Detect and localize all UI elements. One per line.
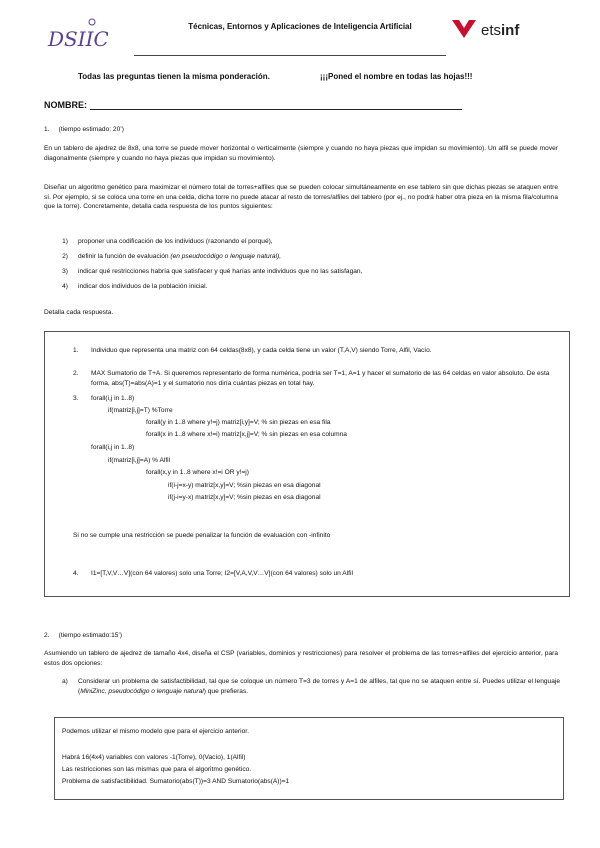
name-warning: ¡¡¡Poned el nombre en todas las hojas!!! [320, 72, 473, 81]
q1-detalla: Detalla cada respuesta. [44, 309, 114, 316]
answer2-line-4: Las restricciones son las mismas que para el algoritmo genético. [62, 766, 252, 773]
answer1-item-2-num: 2. [73, 370, 79, 377]
answer2-line-3: Habrá 16(4x4) variables con valores -1(Torre), 0(Vacío), 1(Alfil) [62, 754, 246, 761]
answer1-item-2: MAX Sumatorio de T+A. Si queremos representarlo de forma numérica, podría ser T=1, A=1 y hacer el sumatorio de las 64 celdas en valor absoluto. De esta forma, abs(T)=abs(A)=1 y el sumatorio nos diría cuántas piezas en total hay. [91, 370, 550, 387]
q1-point-4-num: 4) [62, 283, 68, 290]
q1-point-2: definir la función de evaluación (en pseudocódigo o lenguaje natural), [78, 253, 282, 260]
dsic-logo [46, 14, 108, 54]
code-line-6: forall(x,y in 1..8 where x!=i OR y!=j) [146, 469, 249, 476]
answer2-line-1: Podemos utilizar el mismo modelo que para el ejercicio anterior. [62, 728, 249, 735]
etsinf-logo-text: etsinf [481, 22, 520, 39]
q1-paragraph-2: Diseñar un algoritmo genético para maximizar el número total de torres+alfiles que se pueden colocar simultáneamente en ese tablero sin que dichas piezas se ataquen entre sí. Por ejemplo, si se coloca una torre en una celda, dicha torre no puede atacar al resto de torres/alfiles del tablero (por ej., no podrá haber otra pieza en la misma fila/columna que la torre). Concretamente, detalla cada respuesta de los puntos siguientes: [44, 184, 558, 211]
answer2-line-5: Problema de satisfactibilidad. Sumatorio(abs(T))=3 AND Sumatorio(abs(A))=1 [62, 778, 290, 785]
q1-point-3-num: 3) [62, 268, 68, 275]
code-line-4: forall(i,j in 1..8) [91, 444, 135, 451]
answer1-penalty: Si no se cumple una restricción se puede penalizar la función de evaluación con -infinito [73, 532, 331, 539]
q2-a-label: a) [62, 678, 68, 685]
q1-paragraph-1: En un tablero de ajedrez de 8x8, una torre se puede mover horizontal o verticalmente (siempre y cuando no haya piezas que impidan su movimiento). Un alfil se puede mover diagonalmente (siempre y cuando no haya piezas que impidan su movimiento). [44, 145, 558, 162]
answer1-item-1: Individuo que representa una matriz con 64 celdas(8x8), y cada celda tiene un valor (T,A,V) siendo Torre, Alfil, Vacío. [91, 347, 432, 354]
nombre-field-line [90, 109, 462, 110]
q2-heading [44, 632, 122, 639]
code-line-5: if(matriz[i,j]=A) % Alfil [108, 457, 171, 464]
q1-point-4: indicar dos individuos de la población inicial. [78, 283, 208, 290]
q2-number: 2. [44, 632, 50, 639]
code-line-1: if(matriz[i,j]=T) %Torre [108, 407, 173, 414]
q1-number: 1. [44, 126, 50, 133]
course-title: Técnicas, Entornos y Aplicaciones de Inteligencia Artificial [188, 22, 412, 31]
answer1-item-3-num: 3. [73, 395, 79, 402]
nombre-label: NOMBRE: [44, 100, 87, 110]
answer1-item-4: I1=[T,V,V…V](con 64 valores) solo una Torre; I2=[V,A,V,V…V](con 64 valores) solo un Alfil [91, 570, 353, 577]
answer1-item-3: forall(i,j in 1..8) [91, 395, 135, 402]
q1-heading [44, 126, 124, 133]
code-line-7: if(i-j=x-y) matriz[x,y]=V; %sin piezas en esa diagonal [168, 482, 321, 489]
q1-time: (tiempo estimado: 20’) [58, 126, 124, 133]
dsic-logo-text: DSIIC [48, 27, 108, 51]
q1-point-2-num: 2) [62, 253, 68, 260]
answer1-item-4-num: 4. [73, 570, 79, 577]
q1-point-1-num: 1) [62, 238, 68, 245]
q1-point-1: proponer una codificación de los individuos (razonando el porqué), [78, 238, 273, 245]
code-line-2: forall(y in 1..8 where y!=j) matriz[i,y]=V; % sin piezas en esa fila [146, 419, 331, 426]
etsinf-logo [450, 18, 560, 40]
q2-time: (tiempo estimado:15’) [58, 632, 123, 639]
q2-a-text: Considerar un problema de satisfactibilidad, tal que se coloque un número T=3 de torres y A=1 de alfiles, tal que no se ataquen entre sí. Puedes utilizar el lenguaje (MiniZinc, pseudocódigo o lenguaje natural) que prefieras. [78, 678, 560, 695]
q2-paragraph: Asumiendo un tablero de ajedrez de tamaño 4x4, diseña el CSP (variables, dominios y restricciones) para resolver el problema de las torres+alfiles del ejercicio anterior, para estos dos opciones: [44, 650, 558, 667]
header-rule [134, 55, 446, 56]
weighting-note: Todas las preguntas tienen la misma ponderación. [78, 72, 270, 81]
code-line-8: if(j-i=y-x) matriz[x,y]=V; %sin piezas en esa diagonal [168, 494, 321, 501]
q1-point-3: indicar qué restricciones habría que satisfacer y qué harías ante individuos que no las satisfagan, [78, 268, 363, 275]
answer1-item-1-num: 1. [73, 347, 79, 354]
code-line-3: forall(x in 1..8 where x!=i) matriz[x,j]=V; % sin piezas en esa columna [146, 431, 347, 438]
